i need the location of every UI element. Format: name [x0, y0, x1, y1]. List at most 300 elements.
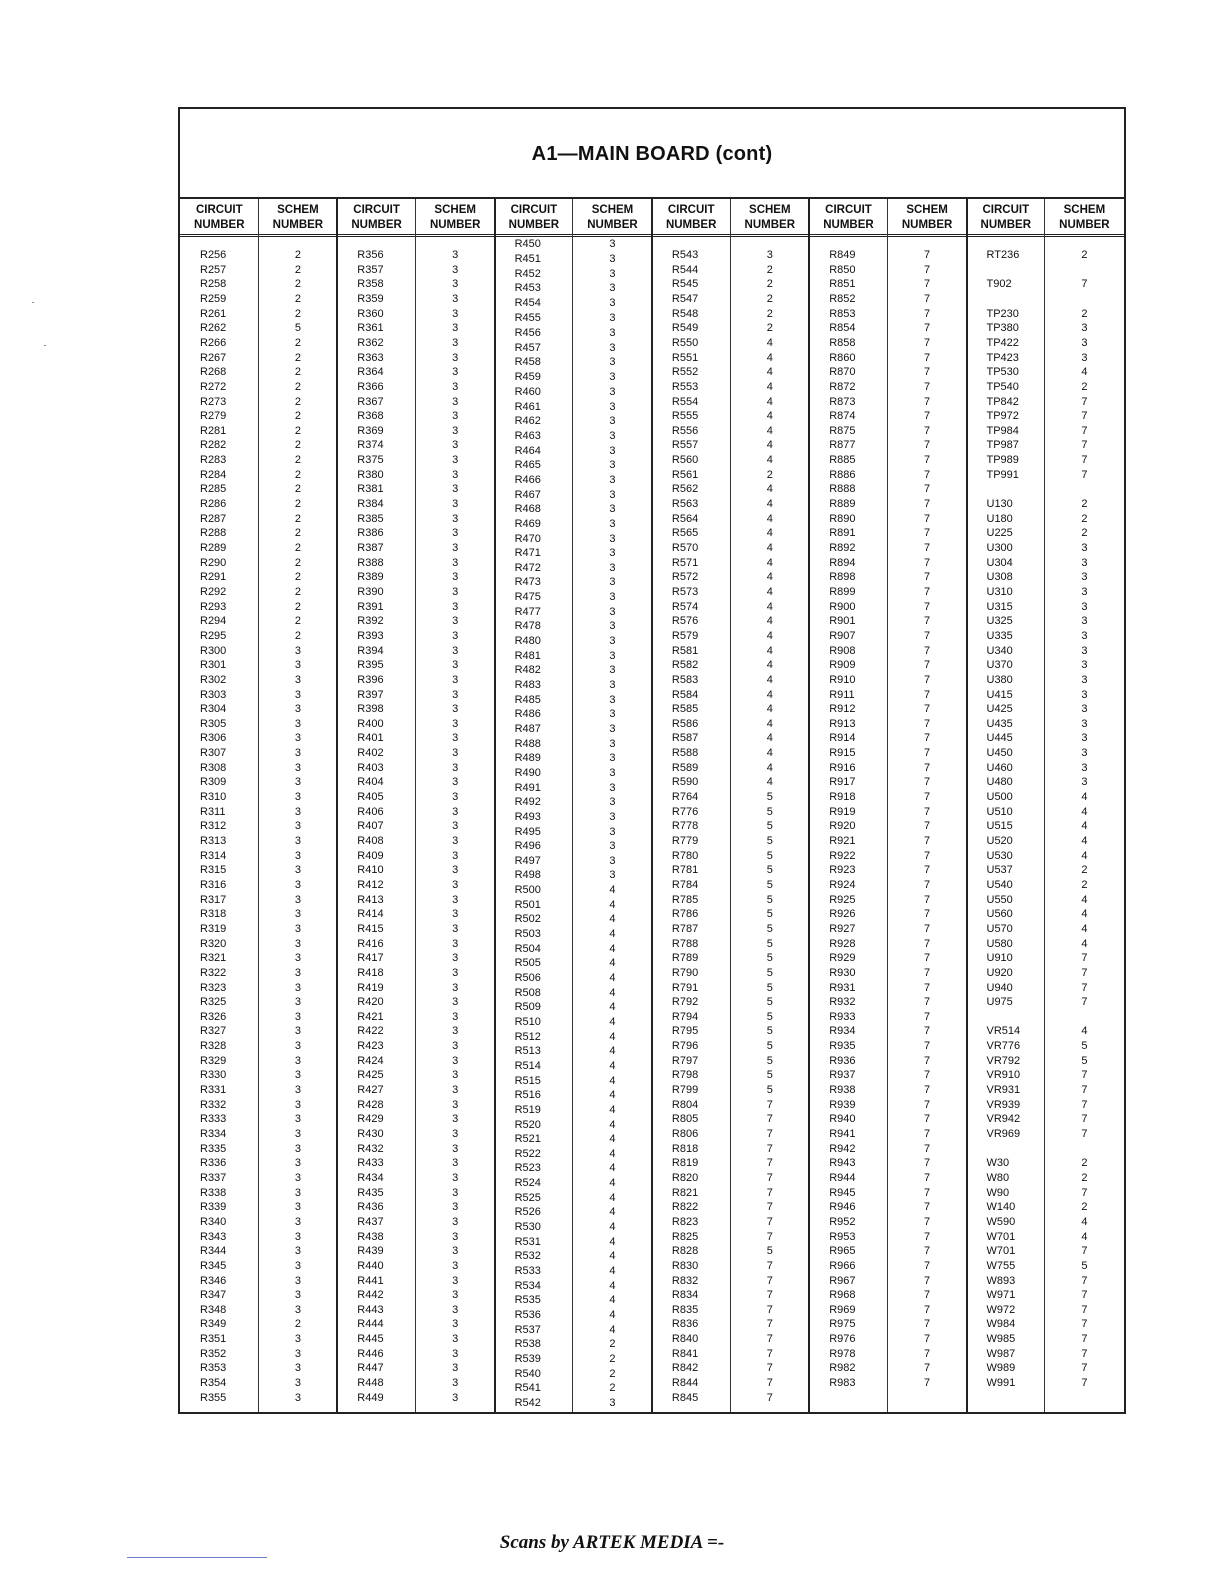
- schem-number: 3: [294, 981, 301, 994]
- schem-number: 7: [924, 542, 931, 554]
- schem-number: 3: [452, 878, 459, 891]
- circuit-number: R333: [200, 1113, 227, 1126]
- circuit-number: U225: [986, 527, 1013, 540]
- schem-number: 3: [452, 1245, 459, 1258]
- schem-number: 4: [1081, 820, 1088, 833]
- schem-number: 3: [294, 1274, 301, 1287]
- schem-number: 7: [924, 1362, 931, 1375]
- circuit-number: R401: [357, 732, 384, 745]
- schem-number: 3: [452, 1186, 459, 1199]
- circuit-number: R261: [200, 307, 227, 320]
- schem-number: 7: [924, 893, 931, 906]
- circuit-number: R925: [829, 893, 856, 906]
- schem-number: 2: [1081, 864, 1088, 877]
- circuit-number: TP230: [986, 307, 1019, 320]
- circuit-number: R434: [357, 1171, 384, 1184]
- schem-number: 7: [924, 835, 931, 847]
- schem-number: 7: [1081, 1098, 1088, 1111]
- circuit-number: R415: [357, 922, 384, 935]
- schem-number: 2: [294, 600, 301, 613]
- circuit-number: R938: [829, 1084, 856, 1097]
- circuit-number: R909: [829, 659, 856, 672]
- circuit-number: R785: [671, 893, 699, 906]
- circuit-number: R425: [357, 1069, 384, 1082]
- circuit-number: R300: [200, 644, 227, 657]
- schem-number: 7: [924, 805, 931, 818]
- circuit-number: R397: [357, 688, 384, 701]
- circuit-number: R354: [200, 1377, 227, 1390]
- schem-number: 7: [766, 1318, 773, 1331]
- circuit-number: W989: [986, 1362, 1016, 1375]
- schem-number: 7: [924, 1025, 931, 1038]
- schem-number: 4: [1081, 805, 1088, 818]
- schem-number: 2: [294, 366, 301, 379]
- circuit-number: R825: [671, 1230, 699, 1243]
- circuit-number: R508: [514, 986, 541, 999]
- circuit-number: R932: [829, 996, 856, 1009]
- schem-number: 3: [452, 1230, 459, 1243]
- schem-number: 3: [294, 996, 301, 1009]
- circuit-number: R289: [200, 542, 227, 554]
- circuit-number: U370: [986, 659, 1013, 672]
- schem-number: 7: [924, 1069, 931, 1082]
- circuit-number: W971: [986, 1289, 1016, 1302]
- circuit-number: R917: [829, 776, 856, 789]
- circuit-number: R403: [357, 761, 384, 774]
- schem-number: 7: [924, 1333, 931, 1346]
- circuit-number: R388: [357, 556, 384, 569]
- circuit-number: U560: [986, 908, 1013, 921]
- schem-number: 4: [1081, 893, 1088, 906]
- circuit-number: R395: [357, 659, 384, 672]
- schem-number: 7: [1081, 1347, 1088, 1360]
- circuit-number: R380: [357, 468, 384, 481]
- header-line: SCHEM: [906, 204, 948, 216]
- circuit-number: R579: [671, 629, 699, 642]
- circuit-number: R349: [200, 1318, 227, 1331]
- schem-number: 3: [1081, 747, 1088, 760]
- circuit-number: R334: [200, 1128, 227, 1140]
- schem-number: 7: [924, 336, 931, 349]
- schem-number: 7: [766, 1098, 773, 1111]
- circuit-number: W985: [986, 1333, 1016, 1346]
- schem-number: 4: [609, 913, 616, 926]
- circuit-number: R794: [671, 1010, 699, 1023]
- schem-number: 4: [609, 1308, 616, 1321]
- scan-credit: Scans by ARTEK MEDIA =-: [499, 1532, 725, 1553]
- circuit-number: R469: [514, 517, 541, 530]
- schem-number: 3: [452, 747, 459, 760]
- schem-number: 4: [766, 732, 773, 745]
- circuit-number: R332: [200, 1098, 227, 1111]
- schem-number: 3: [1081, 542, 1088, 554]
- schem-number: 3: [609, 532, 616, 545]
- schem-number: 3: [452, 351, 459, 364]
- circuit-number: R552: [671, 366, 699, 379]
- circuit-number: R467: [514, 488, 541, 501]
- schem-number: 4: [766, 717, 773, 730]
- schem-number: 7: [1081, 454, 1088, 467]
- circuit-number: R316: [200, 878, 227, 891]
- circuit-number: R421: [357, 1010, 384, 1023]
- circuit-number: R390: [357, 585, 384, 598]
- schem-number: 3: [452, 263, 459, 276]
- circuit-number: U380: [986, 673, 1013, 686]
- circuit-number: R384: [357, 498, 384, 511]
- schem-number: 7: [1081, 1245, 1088, 1258]
- circuit-number: U460: [986, 761, 1013, 774]
- schem-number: 3: [294, 1245, 301, 1258]
- schem-number: 3: [452, 673, 459, 686]
- circuit-number: TP987: [986, 439, 1019, 452]
- schem-number: 3: [1081, 776, 1088, 789]
- schem-number: 7: [766, 1215, 773, 1228]
- circuit-number: R462: [514, 415, 541, 428]
- circuit-number: R540: [514, 1367, 541, 1380]
- schem-number: 7: [924, 1157, 931, 1170]
- circuit-number: U308: [986, 571, 1013, 584]
- circuit-number: R302: [200, 673, 227, 686]
- schem-number: 7: [1081, 1186, 1088, 1199]
- circuit-number: R898: [829, 571, 856, 584]
- circuit-number: R581: [671, 644, 699, 657]
- header-line: NUMBER: [587, 219, 638, 231]
- schem-number: 3: [452, 893, 459, 906]
- circuit-number: R328: [200, 1040, 227, 1053]
- circuit-number: W755: [986, 1259, 1016, 1272]
- schem-number: 7: [766, 1333, 773, 1346]
- schem-number: 7: [924, 439, 931, 452]
- circuit-number: R488: [514, 737, 541, 750]
- circuit-number: VR939: [986, 1098, 1021, 1111]
- circuit-number: R410: [357, 864, 384, 877]
- circuit-number: R344: [200, 1245, 227, 1258]
- circuit-number: R928: [829, 937, 856, 950]
- schem-number: 4: [766, 498, 773, 511]
- schem-number: 3: [294, 703, 301, 716]
- circuit-number: R784: [671, 878, 699, 891]
- circuit-number: R548: [671, 307, 699, 320]
- circuit-number: R491: [514, 781, 541, 794]
- schem-number: 4: [609, 1323, 616, 1336]
- schem-number: 3: [452, 1113, 459, 1126]
- circuit-number: R281: [200, 424, 227, 437]
- circuit-number: W984: [986, 1318, 1016, 1331]
- schem-number: 3: [609, 679, 616, 691]
- schem-number: 3: [1081, 659, 1088, 672]
- schem-number: 3: [1081, 688, 1088, 701]
- schem-number: 3: [294, 1142, 301, 1155]
- circuit-number: R307: [200, 747, 227, 760]
- schem-number: 7: [924, 1084, 931, 1097]
- schem-number: 7: [924, 600, 931, 613]
- schem-number: 2: [294, 278, 301, 291]
- circuit-number: R502: [514, 913, 541, 926]
- header-line: CIRCUIT: [825, 204, 872, 216]
- circuit-number: R457: [514, 341, 541, 354]
- schem-number: 5: [766, 981, 773, 994]
- schem-number: 2: [294, 629, 301, 642]
- schem-number: 3: [609, 796, 616, 809]
- circuit-number: U450: [986, 747, 1013, 760]
- schem-number: 3: [294, 1362, 301, 1375]
- schem-number: 3: [609, 312, 616, 324]
- circuit-number: R934: [829, 1025, 856, 1038]
- schem-number: 7: [1081, 424, 1088, 437]
- circuit-number: R429: [357, 1113, 384, 1126]
- circuit-number: R821: [671, 1186, 699, 1199]
- circuit-number: R330: [200, 1069, 227, 1082]
- schem-number: 4: [766, 351, 773, 364]
- circuit-number: R437: [357, 1215, 384, 1228]
- schem-number: 4: [766, 571, 773, 584]
- schem-number: 3: [452, 1259, 459, 1272]
- circuit-number: R428: [357, 1098, 384, 1111]
- circuit-number: R420: [357, 996, 384, 1009]
- circuit-number: R352: [200, 1347, 227, 1360]
- schem-number: 4: [766, 688, 773, 701]
- circuit-number: R442: [357, 1289, 384, 1302]
- circuit-number: VR931: [986, 1084, 1021, 1097]
- circuit-number: VR514: [986, 1025, 1021, 1038]
- circuit-number: U415: [986, 688, 1013, 701]
- circuit-number: R258: [200, 278, 227, 291]
- schem-number: 7: [924, 292, 931, 305]
- schem-number: 3: [294, 1113, 301, 1126]
- schem-number: 3: [1081, 673, 1088, 686]
- schem-number: 3: [294, 1259, 301, 1272]
- schem-number: 3: [609, 386, 616, 398]
- schem-number: 3: [609, 238, 616, 250]
- circuit-number: R890: [829, 512, 856, 525]
- schem-number: 7: [1081, 410, 1088, 423]
- circuit-number: R482: [514, 664, 541, 677]
- circuit-number: R441: [357, 1274, 384, 1287]
- schem-number: 7: [924, 703, 931, 716]
- circuit-number: W80: [986, 1171, 1010, 1184]
- circuit-number: U130: [986, 498, 1013, 511]
- circuit-number: TP991: [986, 468, 1019, 481]
- schem-number: 7: [766, 1347, 773, 1360]
- circuit-number: R544: [671, 263, 699, 276]
- schem-number: 3: [452, 1128, 459, 1140]
- schem-number: 3: [609, 825, 616, 838]
- circuit-number: R939: [829, 1098, 856, 1111]
- schem-number: 3: [609, 605, 616, 618]
- circuit-number: R556: [671, 424, 699, 437]
- schem-number: 2: [1081, 1201, 1088, 1214]
- schem-number: 5: [766, 878, 773, 891]
- circuit-number: R877: [829, 439, 856, 452]
- circuit-number: U515: [986, 820, 1013, 833]
- circuit-number: R873: [829, 395, 856, 408]
- circuit-number: R585: [671, 703, 699, 716]
- circuit-number: R853: [829, 307, 856, 320]
- circuit-number: TP540: [986, 380, 1019, 393]
- circuit-number: R288: [200, 527, 227, 540]
- schem-number: 3: [609, 854, 616, 867]
- header-line: NUMBER: [1059, 219, 1110, 231]
- schem-number: 2: [766, 278, 773, 291]
- schem-number: 4: [609, 1001, 616, 1014]
- header-line: NUMBER: [744, 219, 796, 231]
- circuit-number: R306: [200, 732, 227, 745]
- circuit-number: R381: [357, 483, 384, 496]
- circuit-number: R587: [671, 732, 699, 745]
- schem-number: 3: [294, 1186, 301, 1199]
- schem-number: 3: [294, 732, 301, 745]
- schem-number: 7: [924, 996, 931, 1009]
- circuit-number: R943: [829, 1157, 856, 1170]
- schem-number: 7: [924, 644, 931, 657]
- schem-number: 3: [452, 981, 459, 994]
- circuit-number: R946: [829, 1201, 856, 1214]
- schem-number: 5: [766, 996, 773, 1009]
- schem-number: 7: [924, 922, 931, 935]
- schem-number: 5: [766, 893, 773, 906]
- circuit-number: R911: [829, 688, 855, 701]
- circuit-number: R323: [200, 981, 227, 994]
- schem-number: 3: [452, 1040, 459, 1053]
- circuit-number: R501: [514, 898, 541, 911]
- circuit-number: R366: [357, 380, 384, 393]
- circuit-number: R894: [829, 556, 856, 569]
- circuit-number: R819: [671, 1157, 699, 1170]
- schem-number: 4: [766, 424, 773, 437]
- schem-number: 3: [609, 781, 616, 794]
- circuit-number: R889: [829, 498, 856, 511]
- schem-number: 4: [609, 972, 616, 984]
- schem-number: 3: [609, 737, 616, 750]
- schem-number: 5: [294, 322, 301, 335]
- circuit-number: R331: [200, 1084, 227, 1097]
- circuit-number: R314: [200, 849, 227, 862]
- circuit-number: R522: [514, 1147, 541, 1160]
- circuit-number: VR792: [986, 1054, 1021, 1067]
- schem-number: 3: [452, 688, 459, 701]
- schem-number: 4: [766, 673, 773, 686]
- schem-number: 3: [294, 791, 301, 804]
- circuit-number: R828: [671, 1245, 699, 1258]
- schem-number: 5: [766, 1040, 773, 1053]
- circuit-number: R936: [829, 1054, 856, 1067]
- circuit-number: R520: [514, 1118, 541, 1131]
- circuit-number: R477: [514, 605, 541, 618]
- schem-number: 3: [452, 571, 459, 584]
- circuit-number: R858: [829, 336, 856, 349]
- circuit-number: R891: [829, 527, 856, 540]
- header-line: NUMBER: [508, 219, 560, 231]
- schem-number: 7: [924, 1142, 931, 1155]
- circuit-number: R570: [671, 542, 699, 554]
- circuit-number: R337: [200, 1171, 227, 1184]
- schem-number: 3: [294, 1040, 301, 1053]
- schem-number: 2: [1081, 1171, 1088, 1184]
- circuit-number: R497: [514, 854, 541, 867]
- schem-number: 7: [924, 937, 931, 950]
- header-line: CIRCUIT: [510, 204, 558, 216]
- schem-number: 2: [294, 424, 301, 437]
- schem-number: 3: [294, 747, 301, 760]
- circuit-number: R589: [671, 761, 699, 774]
- schem-number: 7: [766, 1362, 773, 1375]
- schem-number: 3: [609, 356, 616, 369]
- circuit-number: R262: [200, 322, 227, 335]
- schem-number: 2: [294, 483, 301, 496]
- schem-number: 7: [924, 659, 931, 672]
- schem-number: 4: [766, 703, 773, 716]
- schem-number: 7: [766, 1171, 773, 1184]
- schem-number: 2: [294, 468, 301, 481]
- schem-number: 4: [1081, 791, 1088, 804]
- circuit-number: R791: [671, 981, 699, 994]
- schem-number: 4: [609, 1250, 616, 1263]
- schem-number: 3: [609, 635, 616, 648]
- circuit-number: R899: [829, 585, 856, 598]
- schem-number: 3: [452, 1303, 459, 1316]
- schem-number: 7: [924, 483, 931, 496]
- circuit-number: W701: [986, 1245, 1016, 1258]
- schem-number: 4: [609, 1265, 616, 1277]
- schem-number: 3: [609, 341, 616, 354]
- circuit-number: R336: [200, 1157, 227, 1170]
- circuit-number: TP972: [986, 410, 1019, 423]
- circuit-number: R918: [829, 791, 856, 804]
- circuit-number: R953: [829, 1230, 856, 1243]
- schem-number: 3: [1081, 615, 1088, 628]
- circuit-number: R563: [671, 498, 699, 511]
- circuit-number: R257: [200, 263, 227, 276]
- circuit-number: R835: [671, 1303, 699, 1316]
- circuit-number: R796: [671, 1040, 699, 1053]
- schem-number: 3: [1081, 703, 1088, 716]
- header-line: SCHEM: [434, 204, 476, 216]
- schem-number: 3: [609, 620, 616, 633]
- circuit-number: R266: [200, 336, 227, 349]
- circuit-number: R375: [357, 454, 384, 467]
- circuit-number: R447: [357, 1362, 384, 1375]
- schem-number: 4: [766, 483, 773, 496]
- circuit-number: R319: [200, 922, 227, 935]
- schem-number: 3: [294, 1069, 301, 1082]
- circuit-number: R573: [671, 585, 699, 598]
- schem-number: 3: [452, 512, 459, 525]
- circuit-number: T902: [986, 278, 1012, 291]
- schem-number: 4: [1081, 366, 1088, 379]
- circuit-number: R500: [514, 884, 541, 897]
- schem-number: 3: [452, 966, 459, 979]
- circuit-number: R466: [514, 473, 541, 486]
- circuit-number: R805: [671, 1113, 699, 1126]
- schem-number: 2: [1081, 878, 1088, 891]
- schem-number: 3: [452, 1362, 459, 1375]
- circuit-number: R786: [671, 908, 699, 921]
- schem-number: 2: [294, 351, 301, 364]
- schem-number: 3: [609, 869, 616, 882]
- circuit-number: U537: [986, 864, 1013, 877]
- schem-number: 4: [766, 776, 773, 789]
- circuit-number: R443: [357, 1303, 384, 1316]
- circuit-number: R532: [514, 1250, 541, 1263]
- circuit-number: R792: [671, 996, 699, 1009]
- circuit-number: R799: [671, 1084, 699, 1097]
- schem-number: 2: [609, 1382, 616, 1395]
- circuit-number: R968: [829, 1289, 856, 1302]
- schem-number: 7: [924, 1259, 931, 1272]
- schem-number: 2: [294, 498, 301, 511]
- schem-number: 7: [924, 571, 931, 584]
- circuit-number: R836: [671, 1318, 699, 1331]
